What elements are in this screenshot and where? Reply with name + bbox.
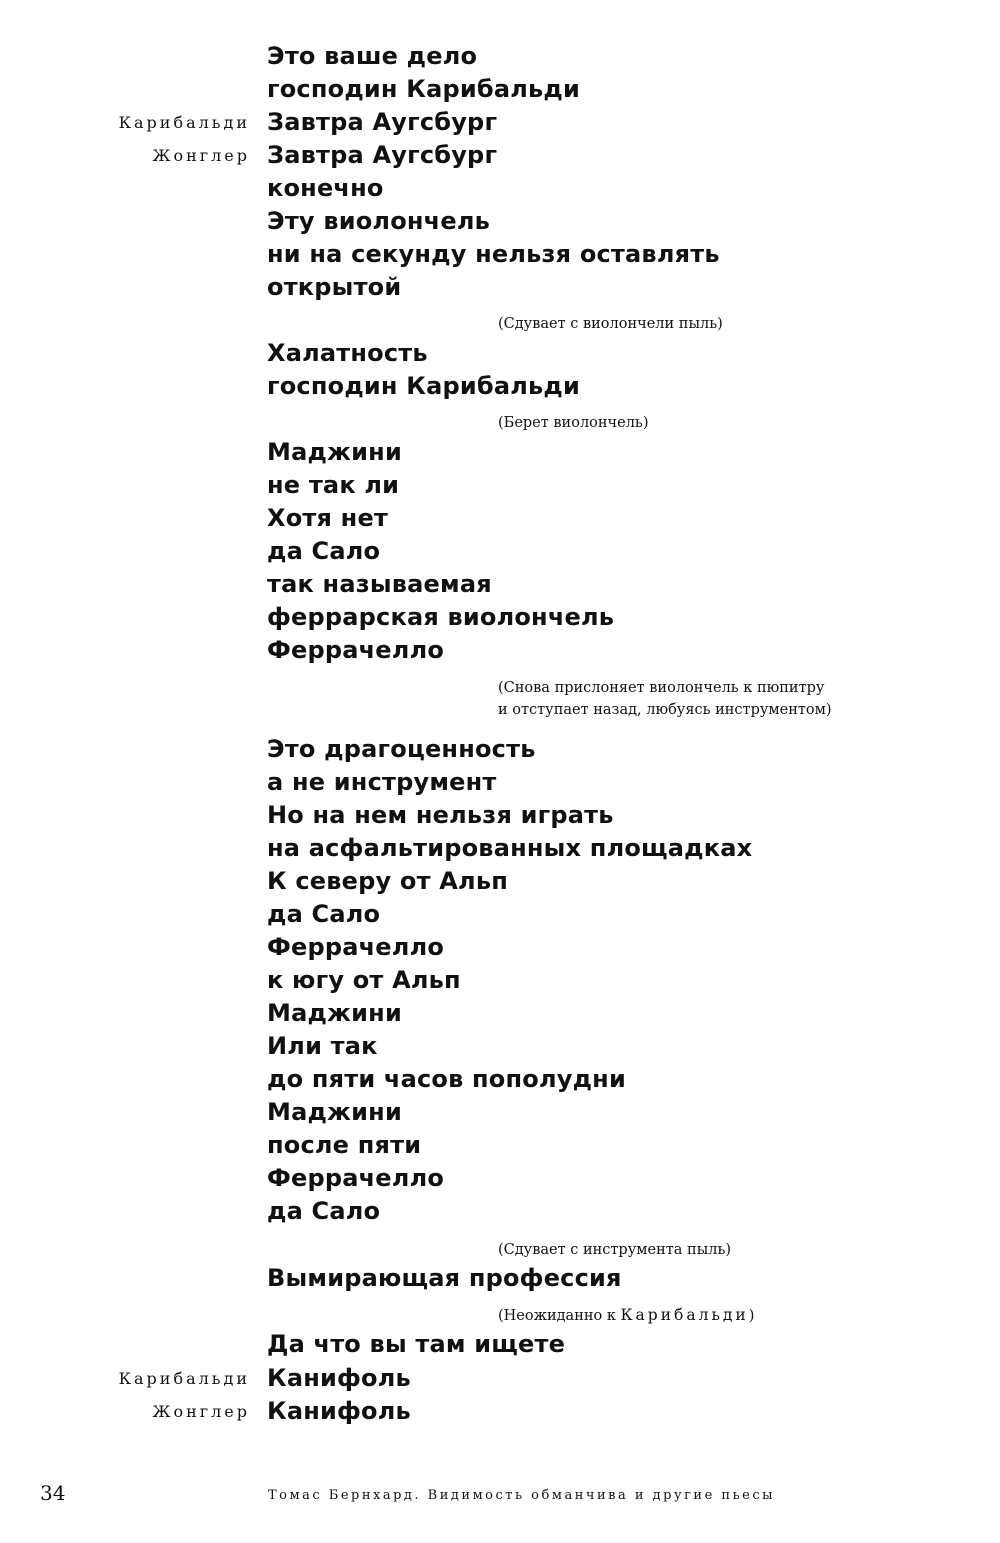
dialogue-line: Канифоль	[267, 1364, 411, 1392]
dialogue-line: Маджини	[267, 1098, 402, 1126]
speaker-name: Карибальди	[118, 1369, 250, 1388]
dialogue-line: до пяти часов пополудни	[267, 1065, 626, 1093]
direction-text: )	[748, 1308, 755, 1324]
dialogue-line: на асфальтированных площадках	[267, 834, 753, 862]
dialogue-line: Это ваше дело	[267, 42, 478, 70]
stage-direction: (Берет виолончель)	[498, 415, 649, 431]
direction-text: (Неожиданно к	[498, 1308, 621, 1324]
dialogue-line: Феррачелло	[267, 933, 445, 961]
dialogue-line: Завтра Аугсбург	[267, 108, 498, 136]
dialogue-line: Да что вы там ищете	[267, 1330, 566, 1358]
stage-direction	[498, 1304, 754, 1327]
dialogue-line: а не инструмент	[267, 768, 497, 796]
dialogue-line: да Сало	[267, 900, 381, 928]
dialogue-line: Феррачелло	[267, 636, 445, 664]
dialogue-line: да Сало	[267, 1197, 381, 1225]
dialogue-line: Халатность	[267, 339, 428, 367]
speaker-name: Жонглер	[152, 146, 250, 165]
dialogue-line: не так ли	[267, 471, 400, 499]
dialogue-line: да Сало	[267, 537, 381, 565]
stage-direction: (Сдувает с инструмента пыль)	[498, 1242, 732, 1258]
dialogue-line: Феррачелло	[267, 1164, 445, 1192]
dialogue-line: Маджини	[267, 438, 402, 466]
dialogue-line: открытой	[267, 273, 402, 301]
dialogue-line: Вымирающая профессия	[267, 1264, 622, 1292]
page-number: 34	[40, 1481, 66, 1505]
dialogue-line: так называемая	[267, 570, 492, 598]
speaker-name: Карибальди	[118, 113, 250, 132]
dialogue-line: феррарская виолончель	[267, 603, 615, 631]
stage-direction: (Сдувает с виолончели пыль)	[498, 316, 723, 332]
dialogue-line: К северу от Альп	[267, 867, 508, 895]
dialogue-line: Эту виолончель	[267, 207, 490, 235]
stage-direction: (Снова прислоняет виолончель к пюпитру	[498, 680, 825, 696]
dialogue-line: господин Карибальди	[267, 75, 580, 103]
dialogue-line: господин Карибальди	[267, 372, 580, 400]
dialogue-line: Это драгоценность	[267, 735, 536, 763]
dialogue-line: после пяти	[267, 1131, 422, 1159]
running-title: Томас Бернхард. Видимость обманчива и другие пьесы	[268, 1488, 775, 1503]
dialogue-line: ни на секунду нельзя оставлять	[267, 240, 720, 268]
direction-speaker-name: Карибальди	[620, 1306, 749, 1324]
dialogue-line: конечно	[267, 174, 384, 202]
dialogue-line: Маджини	[267, 999, 402, 1027]
dialogue-line: Или так	[267, 1032, 378, 1060]
stage-direction: и отступает назад, любуясь инструментом)	[498, 702, 832, 718]
dialogue-line: Хотя нет	[267, 504, 389, 532]
dialogue-line: Завтра Аугсбург	[267, 141, 498, 169]
dialogue-line: Но на нем нельзя играть	[267, 801, 614, 829]
dialogue-line: Канифоль	[267, 1397, 411, 1425]
dialogue-line: к югу от Альп	[267, 966, 461, 994]
speaker-name: Жонглер	[152, 1402, 250, 1421]
